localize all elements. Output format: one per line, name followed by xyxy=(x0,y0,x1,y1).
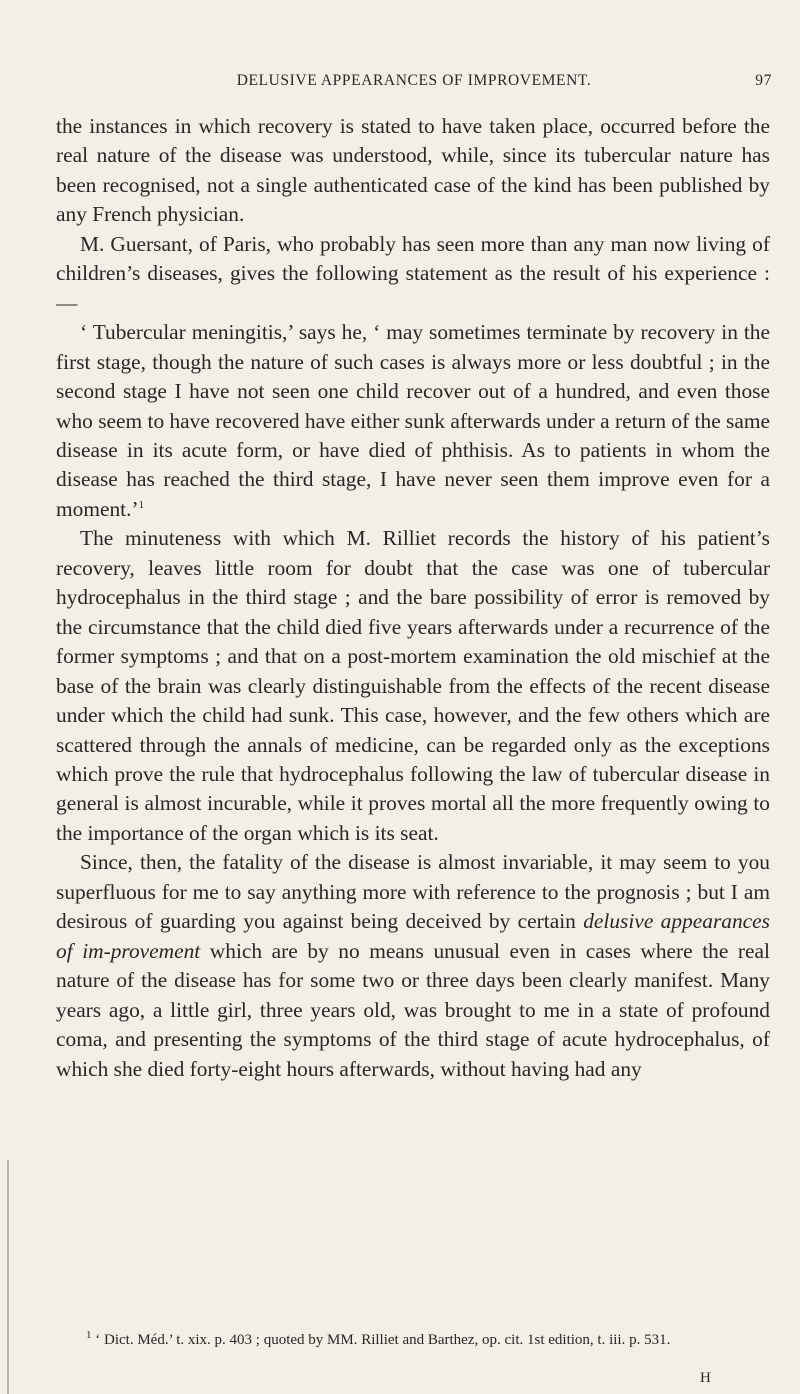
footnote-text: ‘ Dict. Méd.’ t. xix. p. 403 ; quoted by MM. Rilliet and Barthez, op. cit. 1st edition, t. iii. p. 531. xyxy=(95,1332,671,1348)
signature-mark: H xyxy=(700,1370,711,1386)
paragraph-5 xyxy=(56,848,770,1084)
running-title: DELUSIVE APPEARANCES OF IMPROVEMENT. xyxy=(236,72,592,89)
body-text xyxy=(56,112,770,1084)
paragraph-4: The minuteness with which M. Rilliet records the history of his patient’s recovery, leaves little room for doubt that the case was one of tubercular hydrocephalus in the third stage ; and the bare possibility of error is removed by the circumstance that the child died five years afterwards under a recurrence of the former symptoms ; and that on a post-mortem examination the old mischief at the base of the brain was clearly distinguishable from the effects of the recent disease under which the child had sunk. This case, however, and the few others which are scattered through the annals of medicine, can be regarded only as the exceptions which prove the rule that hydrocephalus following the law of tubercular disease in general is almost incurable, while it proves mortal all the more frequently owing to the importance of the organ which is its seat. xyxy=(56,526,770,845)
footnote-reference: 1 xyxy=(138,498,145,511)
margin-shadow-line xyxy=(7,1160,9,1394)
paragraph-5-part-1: Since, then, the fatality of the disease is almost invariable, it may seem to you superfluous for me to say anything more with reference to the prognosis ; but I am desirous of guarding you against being deceived by certain xyxy=(56,850,770,934)
footnote-marker: 1 xyxy=(86,1329,92,1341)
quote-text: ‘ Tubercular meningitis,’ says he, ‘ may sometimes terminate by recovery in the first stage, though the nature of such cases is always more or less doubtful ; in the second stage I have not seen one child recover out of a hundred, and even those who seem to have recovered have either sunk afterwards under a return of the same disease in its acute form, or have died of phthisis. As to patients in whom the disease has reached the third stage, I have never seen them improve even for a moment.’ xyxy=(56,320,770,521)
footnotes xyxy=(56,1330,770,1350)
paragraph-3-quote xyxy=(56,318,770,524)
footnote-1 xyxy=(56,1330,770,1350)
italic-phrase: delusive appearances of im-provement xyxy=(56,909,770,963)
page-number: 97 xyxy=(755,72,772,89)
paragraph-1: the instances in which recovery is stated to have taken place, occurred before the real nature of the disease was understood, while, since its tubercular nature has been recognised, not a single authenticated case of the kind has been published by any French physician. xyxy=(56,114,770,227)
paragraph-2: M. Guersant, of Paris, who probably has seen more than any man now living of children’s diseases, gives the following statement as the result of his experience :— xyxy=(56,231,770,315)
paragraph-5-part-2: which are by no means unusual even in cases where the real nature of the disease has for some two or three days been clearly manifest. Many years ago, a little girl, three years old, was brought to me in a state of profound coma, and presenting the symptoms of the third stage of acute hydrocephalus, of which she died forty-eight hours afterwards, without having had any xyxy=(56,938,770,1081)
